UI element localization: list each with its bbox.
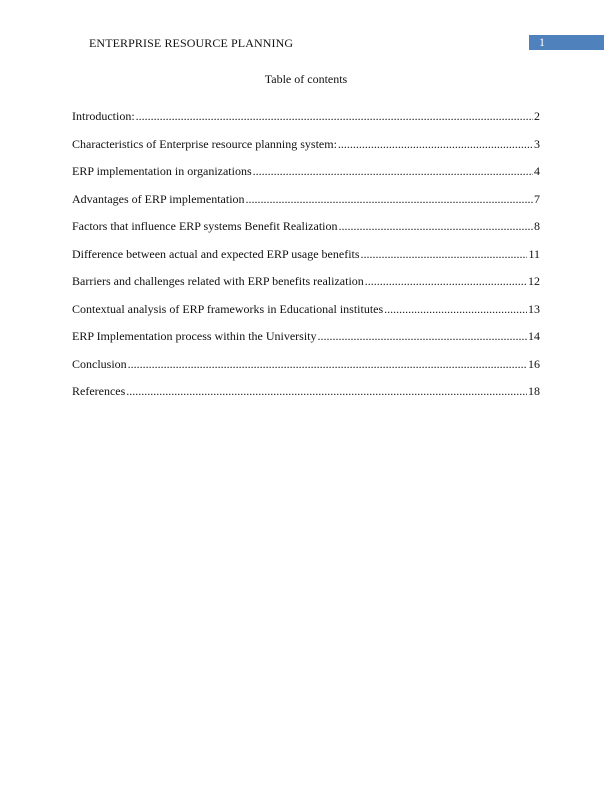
toc-entry-factors[interactable]	[72, 219, 540, 247]
toc-dot-leader	[246, 192, 533, 206]
toc-entry-university-process[interactable]	[72, 329, 540, 357]
toc-dot-leader	[384, 302, 527, 316]
toc-entry-title: Barriers and challenges related with ERP benefits realization	[72, 274, 364, 288]
toc-entry-introduction[interactable]	[72, 109, 540, 137]
toc-entry-title: Contextual analysis of ERP frameworks in Educational institutes	[72, 301, 384, 316]
toc-dot-leader	[128, 357, 527, 371]
toc-entry-title: References	[72, 384, 126, 398]
toc-dot-leader	[338, 137, 533, 151]
toc-dot-leader	[318, 329, 527, 343]
toc-entry-title: Advantages of ERP implementation	[72, 191, 245, 206]
toc-entry-characteristics[interactable]	[72, 137, 540, 165]
toc-entry-barriers[interactable]	[72, 274, 540, 302]
toc-entry-title: ERP Implementation process within the University	[72, 329, 317, 343]
toc-dot-leader	[253, 164, 533, 178]
toc-entry-title: Difference between actual and expected ERP usage benefits	[72, 246, 360, 261]
table-of-contents	[72, 109, 540, 412]
toc-entry-page: 8	[534, 219, 540, 233]
toc-dot-leader	[361, 247, 528, 261]
toc-entry-title: Conclusion	[72, 356, 127, 371]
toc-entry-page: 4	[534, 164, 540, 178]
running-header-title: ENTERPRISE RESOURCE PLANNING	[89, 36, 294, 50]
toc-entry-title: Characteristics of Enterprise resource planning system:	[72, 136, 337, 151]
toc-entry-contextual-analysis[interactable]	[72, 302, 540, 330]
toc-heading: Table of contents	[264, 72, 348, 86]
toc-entry-advantages[interactable]	[72, 192, 540, 220]
toc-entry-title: Factors that influence ERP systems Benefit Realization	[72, 219, 338, 233]
page-number: 1	[539, 35, 545, 49]
toc-dot-leader	[339, 219, 534, 233]
toc-dot-leader	[365, 274, 527, 288]
toc-entry-erp-implementation[interactable]	[72, 164, 540, 192]
toc-entry-page: 7	[534, 191, 540, 206]
toc-dot-leader	[126, 384, 527, 398]
toc-entry-conclusion[interactable]	[72, 357, 540, 385]
toc-entry-page: 3	[534, 136, 540, 151]
toc-entry-title: Introduction:	[72, 109, 135, 123]
page-number-badge	[529, 35, 604, 50]
toc-entry-page: 13	[528, 301, 540, 316]
toc-entry-title: ERP implementation in organizations	[72, 164, 252, 178]
toc-entry-difference[interactable]	[72, 247, 540, 275]
toc-entry-page: 18	[528, 384, 540, 398]
toc-entry-references[interactable]	[72, 384, 540, 412]
toc-entry-page: 14	[528, 329, 540, 343]
toc-entry-page: 16	[528, 356, 540, 371]
toc-entry-page: 11	[528, 246, 540, 261]
toc-entry-page: 12	[528, 274, 540, 288]
toc-entry-page: 2	[534, 109, 540, 123]
toc-dot-leader	[136, 109, 533, 123]
